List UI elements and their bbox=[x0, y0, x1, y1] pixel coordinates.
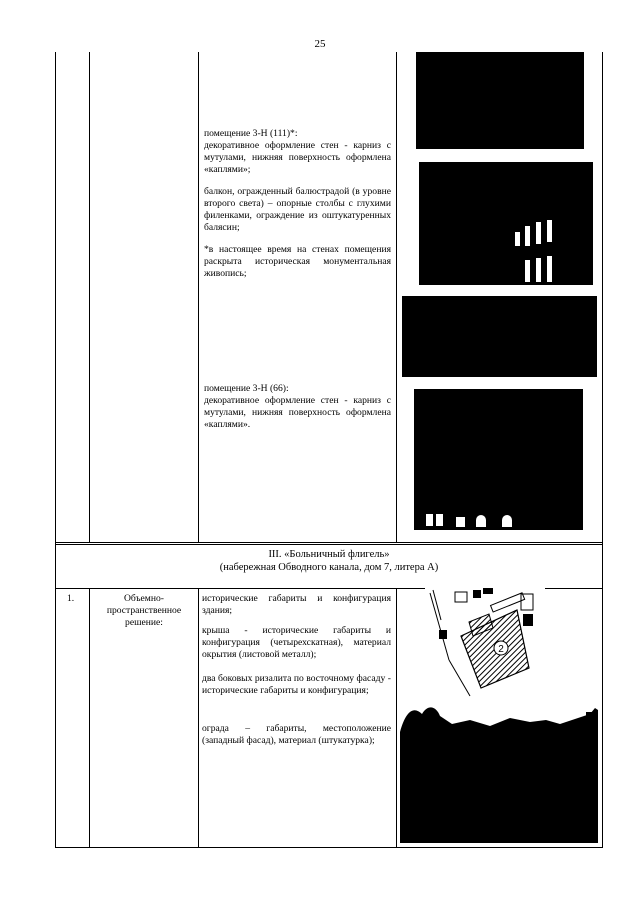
row-label: Объемно-пространственное решение: bbox=[106, 593, 182, 628]
exterior-photo bbox=[400, 700, 598, 843]
site-plan-image bbox=[425, 588, 545, 699]
item-fence: ограда – габариты, местоположение (западный фасад), материал (штукатурка); bbox=[202, 723, 391, 746]
row-1-items bbox=[202, 593, 391, 757]
row-number: 1. bbox=[67, 593, 75, 604]
table-border-right bbox=[602, 52, 603, 848]
interior-photo-3 bbox=[414, 389, 583, 530]
room-66-item-1: декоративное оформление стен - карниз с мутулами, нижняя поверхность оформлена «каплями». bbox=[204, 395, 391, 430]
section-title: III. «Больничный флигель» bbox=[268, 549, 390, 560]
room-111-item-3: *в настоящее время на стенах помещения раскрыта историческая монументальная живопись; bbox=[204, 244, 391, 279]
col-divider-1-bottom bbox=[89, 588, 90, 848]
col-divider-2-top bbox=[198, 52, 199, 542]
room-111-block bbox=[204, 128, 391, 290]
section-header bbox=[55, 548, 603, 574]
page-number: 25 bbox=[314, 38, 326, 50]
item-building-dimensions: исторические габариты и конфигурация здания; bbox=[202, 593, 391, 616]
room-66-heading: помещение 3-Н (66): bbox=[204, 383, 289, 394]
interior-photo-1 bbox=[416, 52, 584, 149]
col-divider-2-bottom bbox=[198, 588, 199, 848]
section-subtitle: (набережная Обводного канала, дом 7, литера А) bbox=[219, 562, 439, 573]
room-111-heading: помещение 3-Н (111)*: bbox=[204, 128, 298, 139]
col-divider-3-top bbox=[396, 52, 397, 542]
table-border-left bbox=[55, 52, 56, 848]
col-divider-1-top bbox=[89, 52, 90, 542]
table-border-bottom bbox=[55, 847, 603, 848]
plan-number-label: 2 bbox=[498, 644, 504, 655]
item-roof: крыша - исторические габариты и конфигурация (четырехскатная), материал окрытия (листовой металл); bbox=[202, 625, 391, 660]
item-risalits: два боковых ризалита по восточному фасаду - исторические габариты и конфигурация; bbox=[202, 673, 391, 696]
room-111-item-1: декоративное оформление стен - карниз с мутулами, нижняя поверхность оформлена «каплями»; bbox=[204, 140, 391, 175]
room-111-item-2: балкон, огражденный балюстрадой (в уровне второго света) – опорные столбы с глухими филенками, ограждение из оштукатуренных балясин; bbox=[204, 186, 391, 233]
interior-photo-2 bbox=[402, 296, 597, 377]
col-divider-3-bottom bbox=[396, 588, 397, 848]
protection-table bbox=[55, 52, 603, 848]
row-divider-1b bbox=[55, 544, 603, 545]
row-divider-1 bbox=[55, 542, 603, 543]
room-66-block bbox=[204, 383, 391, 441]
interior-photo-balcony bbox=[419, 162, 593, 285]
